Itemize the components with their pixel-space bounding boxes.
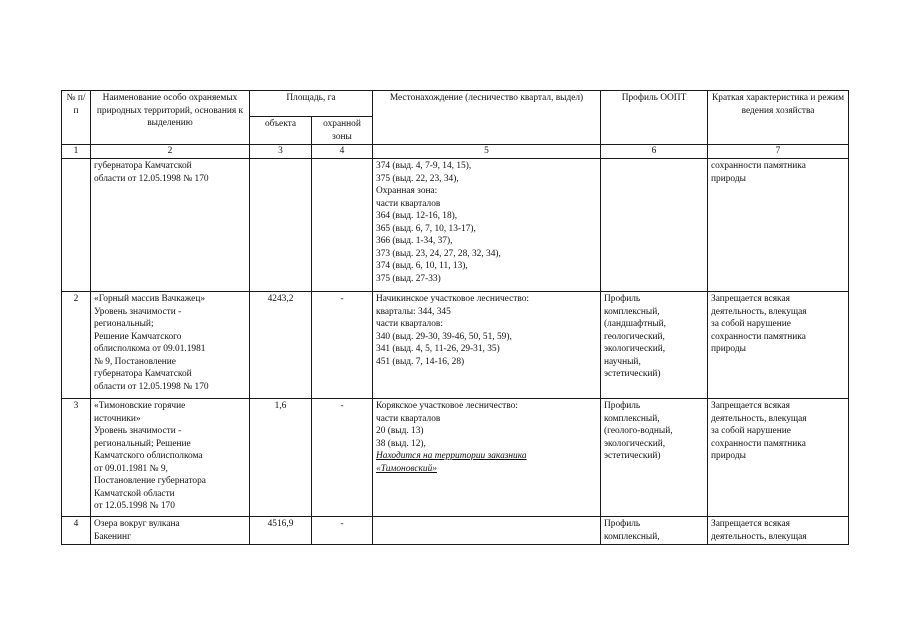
row-name (91, 399, 250, 517)
regime-line: Запрещается всякая (711, 401, 790, 411)
row-location (373, 517, 601, 545)
location-line: 374 (выд. 6, 10, 11, 13), (376, 261, 468, 271)
profile-line: эстетический) (604, 451, 661, 461)
profile-line: геологический, (604, 331, 665, 342)
name-line: Бакенинг (94, 531, 131, 542)
row-regime (708, 159, 849, 292)
regime-line: сохранности памятника (711, 438, 806, 449)
regime-line: за собой нарушение (711, 426, 791, 436)
location-note: «Тимоновский» (376, 463, 437, 474)
regime-line: природы (711, 344, 746, 354)
regime-line: природы (711, 173, 746, 184)
location-line: 451 (выд. 7, 14-16, 28) (376, 356, 465, 367)
location-line: части кварталов (376, 413, 441, 424)
regime-line: за собой нарушение (711, 319, 791, 329)
location-line: части кварталов (376, 198, 441, 209)
column-number: 1 (62, 145, 91, 159)
location-line: части кварталов: (376, 319, 443, 329)
header-area: Площадь, га (250, 91, 373, 117)
column-number: 4 (312, 145, 373, 159)
name-line: «Тимоновские горячие (94, 401, 186, 411)
location-line: 375 (выд. 22, 23, 34), (376, 173, 459, 184)
row-name (91, 159, 250, 292)
name-line: от 09.01.1981 № 9, (94, 463, 168, 474)
location-line: 20 (выд. 13) (376, 426, 424, 436)
row-regime (708, 292, 849, 399)
column-number: 3 (250, 145, 312, 159)
name-line: региональный; Решение (94, 438, 191, 449)
header-profile: Профиль ООПТ (601, 91, 708, 145)
location-line: кварталы: 344, 345 (376, 306, 451, 317)
name-line: Решение Камчатского (94, 331, 182, 342)
name-line: Озера вокруг вулкана (94, 519, 180, 529)
row-num: 4 (62, 517, 91, 545)
location-line: 341 (выд. 4, 5, 11-26, 29-31, 35) (376, 344, 500, 354)
column-number-row (62, 145, 849, 159)
table-row (62, 292, 849, 399)
location-line: 366 (выд. 1-34, 37), (376, 236, 453, 246)
row-profile (601, 159, 708, 292)
row-num (62, 159, 91, 292)
row-area-zone: - (312, 517, 373, 545)
name-line: Уровень значимости - (94, 426, 182, 436)
location-line: 375 (выд. 27-33) (376, 273, 441, 284)
regime-line: деятельность, влекущая (711, 306, 807, 317)
regime-line: природы (711, 451, 746, 461)
oopt-table (61, 90, 849, 545)
row-num: 3 (62, 399, 91, 517)
name-line: Камчатского облисполкома (94, 451, 203, 461)
row-area-zone: - (312, 292, 373, 399)
header-area-zone: охранной зоны (312, 117, 373, 145)
profile-line: Профиль (604, 401, 641, 411)
regime-line: деятельность, влекущая (711, 413, 807, 424)
profile-line: Профиль (604, 519, 641, 529)
row-area-object: 1,6 (250, 399, 312, 517)
row-area-zone (312, 159, 373, 292)
profile-line: научный, (604, 356, 641, 367)
location-line: 364 (выд. 12-16, 18), (376, 211, 458, 221)
profile-line: (геолого-водный, (604, 426, 673, 436)
row-name (91, 517, 250, 545)
profile-line: комплексный, (604, 413, 660, 424)
regime-line: сохранности памятника (711, 161, 806, 171)
name-line: Камчатской области (94, 488, 175, 499)
location-line: 340 (выд. 29-30, 39-46, 50, 51, 59), (376, 331, 512, 342)
row-profile (601, 292, 708, 399)
location-line: 374 (выд. 4, 7-9, 14, 15), (376, 161, 472, 171)
name-line: Уровень значимости - (94, 306, 182, 317)
regime-line: сохранности памятника (711, 331, 806, 342)
regime-line: деятельность, влекущая (711, 531, 807, 542)
header-num: № п/п (62, 91, 91, 145)
row-area-object (250, 159, 312, 292)
profile-line: Профиль (604, 294, 641, 304)
profile-line: комплексный, (604, 306, 660, 317)
location-line: 365 (выд. 6, 7, 10, 13-17), (376, 223, 476, 234)
name-line: губернатора Камчатской (94, 161, 192, 171)
name-line: № 9, Постановление (94, 356, 176, 367)
table-row (62, 159, 849, 292)
name-line: региональный; (94, 319, 154, 329)
profile-line: экологический, (604, 438, 666, 449)
name-line: губернатора Камчатской (94, 369, 192, 379)
header-row (62, 91, 849, 117)
name-line: области от 12.05.1998 № 170 (94, 381, 209, 392)
column-number: 5 (373, 145, 601, 159)
row-regime (708, 399, 849, 517)
profile-line: эстетический) (604, 369, 661, 379)
table-row (62, 517, 849, 545)
row-location (373, 399, 601, 517)
header-location: Местонахождение (лесничество квартал, выдел) (373, 91, 601, 145)
column-number: 7 (708, 145, 849, 159)
name-line: облисполкома от 09.01.1981 (94, 344, 206, 354)
name-line: источники» (94, 413, 141, 424)
row-profile (601, 517, 708, 545)
location-line: Охранная зона: (376, 186, 438, 196)
column-number: 6 (601, 145, 708, 159)
row-area-zone: - (312, 399, 373, 517)
row-num: 2 (62, 292, 91, 399)
header-name: Наименование особо охраняемых природных территорий, основания к выделению (91, 91, 250, 145)
row-location (373, 159, 601, 292)
header-regime: Краткая характеристика и режим ведения хозяйства (708, 91, 849, 145)
location-line: Корякское участковое лесничество: (376, 401, 518, 411)
column-number: 2 (91, 145, 250, 159)
row-profile (601, 399, 708, 517)
name-line: «Горный массив Вачкажец» (94, 294, 206, 304)
profile-line: экологический, (604, 344, 666, 354)
row-name (91, 292, 250, 399)
row-area-object: 4516,9 (250, 517, 312, 545)
location-line: 38 (выд. 12), (376, 438, 426, 449)
row-area-object: 4243,2 (250, 292, 312, 399)
name-line: области от 12.05.1998 № 170 (94, 173, 209, 184)
regime-line: Запрещается всякая (711, 519, 790, 529)
profile-line: (ландшафтный, (604, 319, 666, 329)
profile-line: комплексный, (604, 531, 660, 542)
location-note: Находится на территории заказника (376, 451, 527, 461)
name-line: Постановление губернатора (94, 476, 206, 486)
location-line: 373 (выд. 23, 24, 27, 28, 32, 34), (376, 248, 501, 259)
header-area-object: объекта (250, 117, 312, 145)
row-location (373, 292, 601, 399)
location-line: Начикинское участковое лесничество: (376, 294, 529, 304)
table-row (62, 399, 849, 517)
name-line: от 12.05.1998 № 170 (94, 501, 175, 511)
regime-line: Запрещается всякая (711, 294, 790, 304)
row-regime (708, 517, 849, 545)
